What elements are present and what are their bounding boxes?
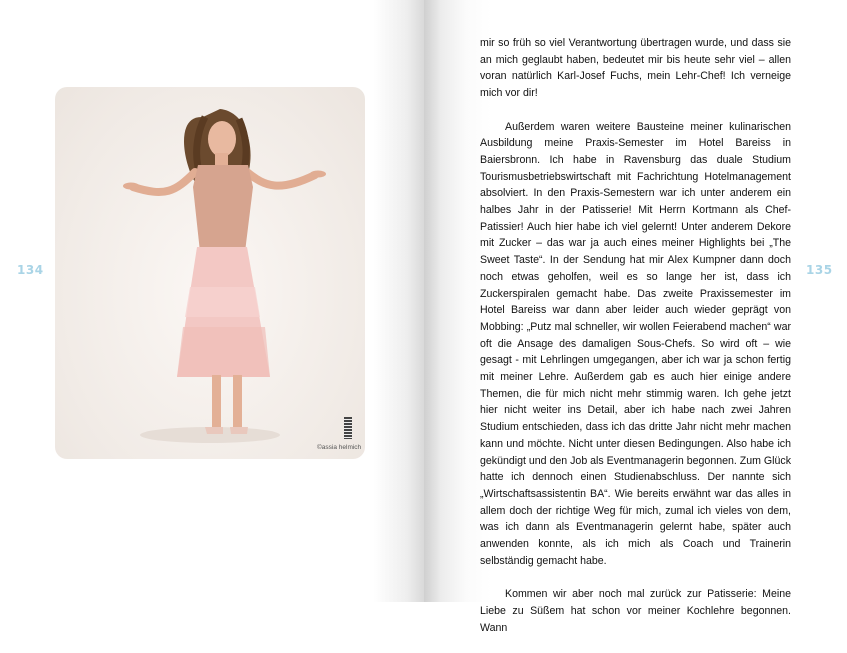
- portrait-photo: [55, 87, 365, 459]
- photo-credit: ©assia helmich: [317, 444, 362, 451]
- page-number-left: 134: [17, 263, 44, 277]
- paragraph-1: mir so früh so viel Verantwortung übertragen wurde, und dass sie an mich geglaubt haben, bedeutet mir bis heute sehr viel – allen voran natürlich Karl-Josef Fuchs, mein Lehr-Chef! Ich verneige mich vor dir!: [480, 37, 791, 100]
- photographer-logo-icon: [344, 417, 352, 439]
- paragraph-3: Kommen wir aber noch mal zurück zur Patisserie: Meine Liebe zu Süßem hat schon vor meiner Kochlehre begonnen. Wann: [480, 588, 791, 634]
- paragraph-2: Außerdem waren weitere Bausteine meiner kulinarischen Ausbildung meine Praxis-Semester im Hotel Bareiss in Baiersbronn. Ich habe in Ravensburg das duale Studium Tourismusbetriebswirtschaft mit Fachrichtung Hotelmanagement absolviert. In den Praxis-Semestern war ich unter anderem ein halbes Jahr in der Patisserie! Mit Herrn Kortmann als Chef-Patissier! Auch hier habe ich viel gelernt! Unter anderem Dekore mit Zucker – das war ja auch eines meiner Highlights bei „The Sweet Taste“. In der Sendung hat mir Alex Kumpner dann doch noch etwas geholfen, weil es so lange her ist, dass ich Zuckerspiralen gemacht habe. Das zweite Praxissemester im Hotel Bareiss war dann aber leider auch wieder geprägt von Mobbing: „Putz mal schneller, wir wollen Feierabend machen“ war oft die Ansage des damaligen Sous-Chefs. So wird oft – wie gesagt - mit Lehrlingen umgegangen, aber ich war ja schon fertig mit meiner Lehre. Außerdem gab es auch hier einige andere Themen, die für mich nicht mehr stimmig waren. Ich gehe jetzt hier nicht weiter ins Detail, aber ich habe nach zwei Jahren Studium entschieden, dass ich das dritte Jahr nicht mehr machen kann und möchte. Nicht unter diesen Bedingungen. Also habe ich gekündigt und den Job als Eventmanagerin begonnen. Zum Glück hatte ich dennoch einen Studienabschluss. Der nannte sich „Wirtschaftsassistentin BA“. Wie bereits erwähnt war das alles in allem doch der richtige Weg für mich, zumal ich vieles von dem, was ich dann als Eventmanagerin gelernt habe, später auch anwenden konnte, als ich mich als Coach und Trainerin selbständig gemacht habe.: [480, 120, 791, 567]
- body-text-column: [480, 35, 791, 653]
- woman-portrait-illustration: [55, 87, 365, 459]
- page-number-right: 135: [806, 263, 833, 277]
